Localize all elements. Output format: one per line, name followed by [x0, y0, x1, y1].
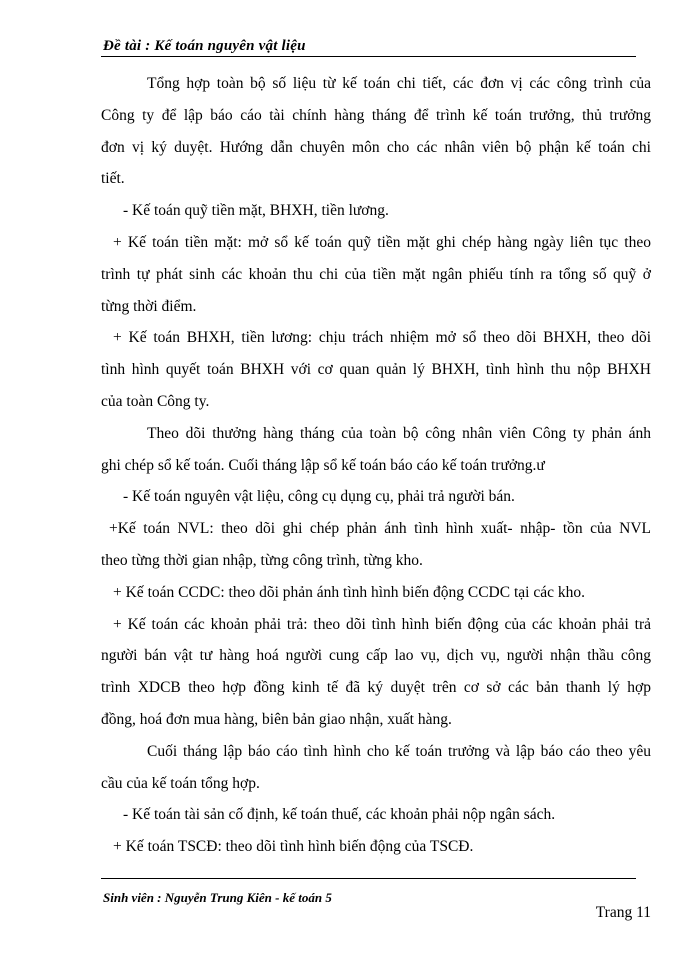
body-line: đồng, hoá đơn mua hàng, biên bản giao nhận, xuất hàng. — [101, 710, 452, 728]
header-title: Đề tài : Kế toán nguyên vật liệu — [103, 38, 306, 54]
body-line: trình tự phát sinh các khoản thu chi của tiền mặt ngân phiếu tính ra tổng số quỹ ở — [101, 265, 651, 283]
footer-divider — [101, 878, 636, 879]
body-line: Cuối tháng lập báo cáo tình hình cho kế toán trưởng và lập báo cáo theo yêu — [147, 742, 651, 760]
body-line: người bán vật tư hàng hoá người cung cấp lao vụ, dịch vụ, người nhận thầu công — [101, 647, 651, 665]
body-line: + Kế toán CCDC: theo dõi phản ánh tình hình biến động CCDC tại các kho. — [113, 583, 585, 601]
body-line: trình XDCB theo hợp đồng kinh tế đã ký duyệt trên cơ sở các bản thanh lý hợp — [101, 679, 651, 697]
body-line: Theo dõi thưởng hàng tháng của toàn bộ công nhân viên Công ty phản ánh — [147, 424, 651, 442]
body-line: của toàn Công ty. — [101, 392, 210, 410]
body-line: theo từng thời gian nhập, từng công trình, từng kho. — [101, 551, 423, 569]
body-line: tình hình quyết toán BHXH với cơ quan quản lý BHXH, tình hình thu nộp BHXH — [101, 361, 651, 379]
header-divider — [101, 56, 636, 57]
page-number: Trang 11 — [595, 904, 651, 921]
body-line: Công ty để lập báo cáo tài chính hàng tháng để trình kế toán trưởng, thủ trưởng — [101, 106, 651, 124]
body-line: tiết. — [101, 170, 125, 188]
body-line: + Kế toán BHXH, tiền lương: chịu trách nhiệm mở sổ theo dõi BHXH, theo dõi — [113, 329, 651, 347]
body-line: từng thời điểm. — [101, 297, 197, 315]
body-line: đơn vị ký duyệt. Hướng dẫn chuyên môn cho các nhân viên bộ phận kế toán chi — [101, 138, 651, 156]
body-line: cầu của kế toán tổng hợp. — [101, 774, 260, 792]
body-line: + Kế toán tiền mặt: mở sổ kế toán quỹ tiền mặt ghi chép hàng ngày liên tục theo — [113, 233, 651, 251]
footer-student-name: Sinh viên : Nguyễn Trung Kiên - kế toán 5 — [103, 890, 332, 905]
body-line: +Kế toán NVL: theo dõi ghi chép phản ánh tình hình xuất- nhập- tồn của NVL — [109, 520, 651, 538]
body-line: ghi chép sổ kế toán. Cuối tháng lập sổ kế toán báo cáo kế toán trưởng.ư — [101, 456, 545, 474]
body-line: + Kế toán TSCĐ: theo dõi tình hình biến động của TSCĐ. — [113, 838, 474, 856]
body-line: + Kế toán các khoản phải trả: theo dõi tình hình biến động của các khoản phải trả — [113, 615, 651, 633]
body-line: - Kế toán tài sản cố định, kế toán thuế, các khoản phải nộp ngân sách. — [123, 806, 556, 824]
body-line: Tổng hợp toàn bộ số liệu từ kế toán chi tiết, các đơn vị các công trình của — [147, 75, 651, 92]
body-line: - Kế toán quỹ tiền mặt, BHXH, tiền lương. — [123, 202, 389, 220]
document-body — [101, 68, 651, 863]
body-line: - Kế toán nguyên vật liệu, công cụ dụng cụ, phải trả người bán. — [123, 488, 515, 506]
